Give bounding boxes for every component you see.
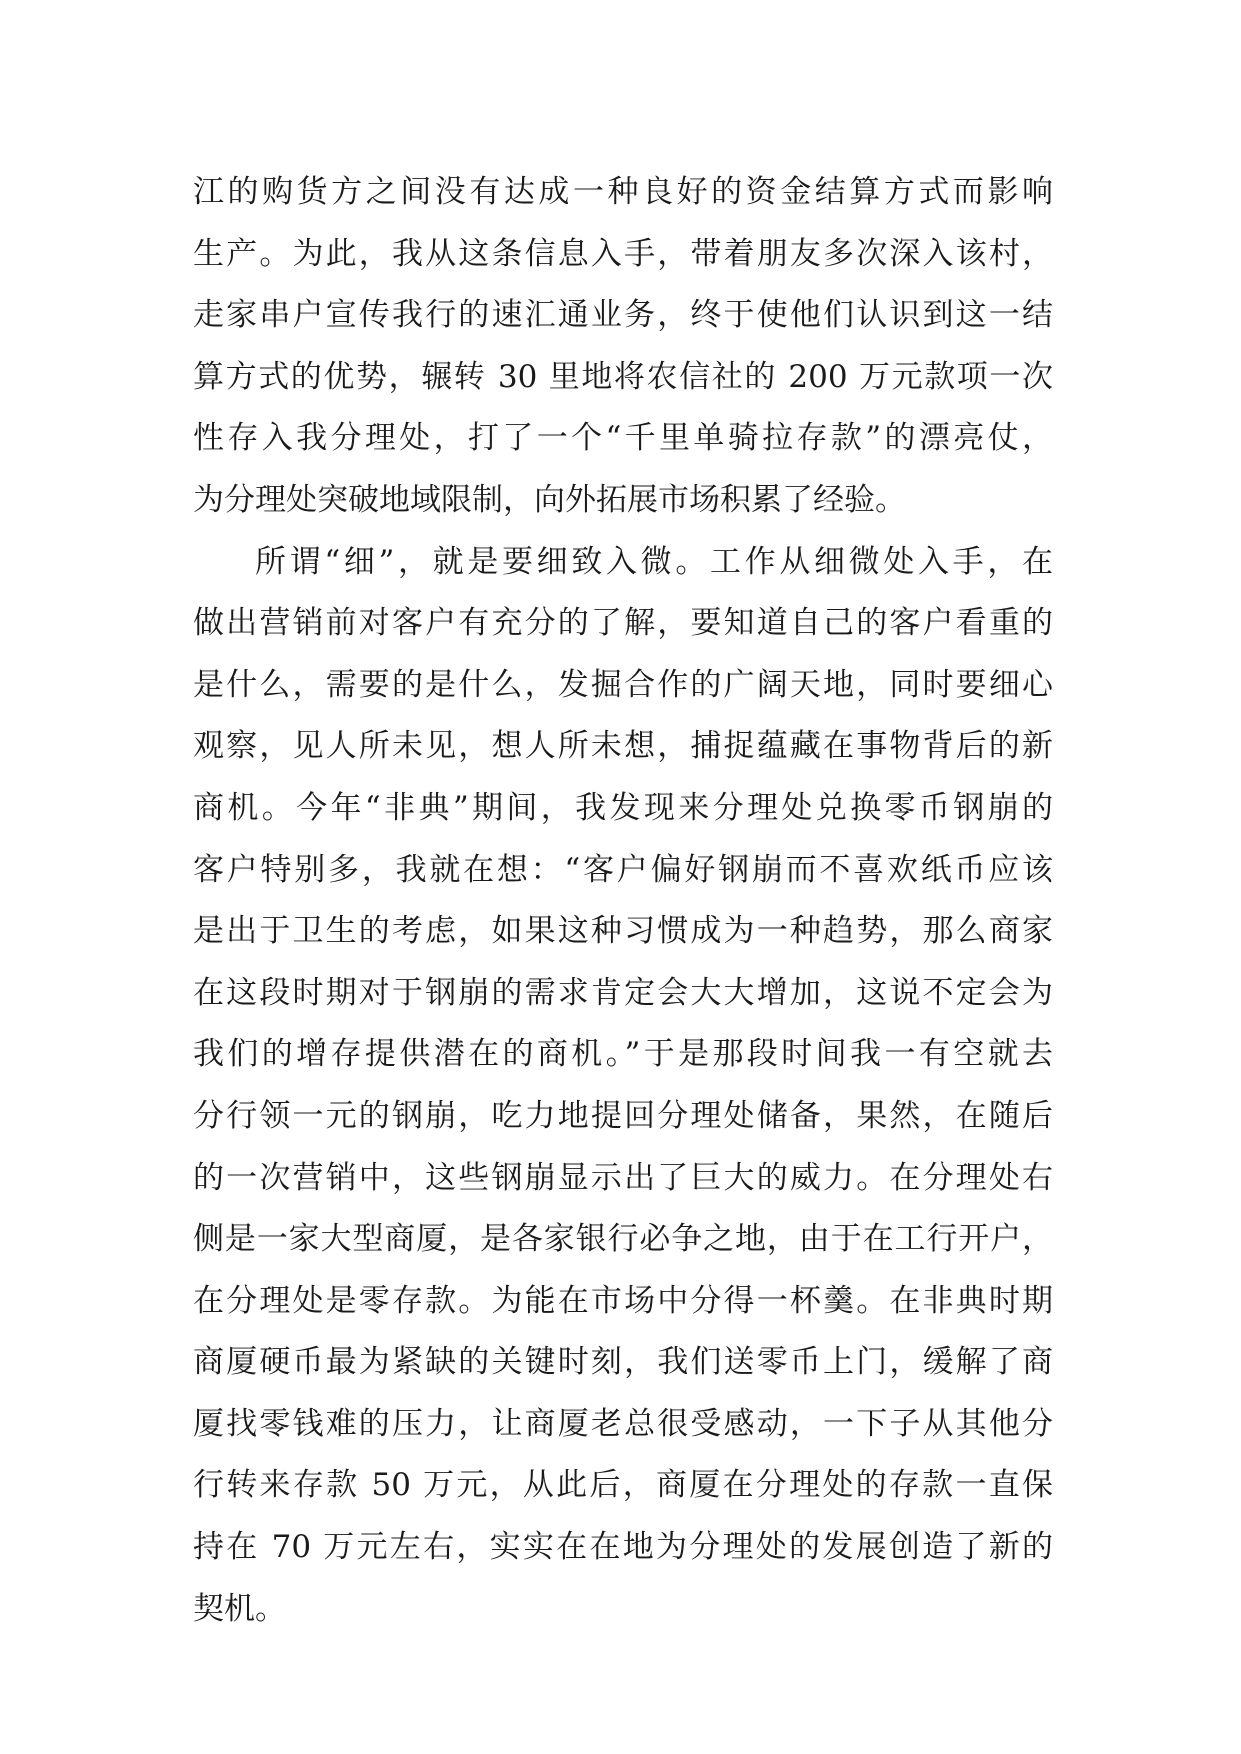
text-line: 行转来存款 50 万元，从此后，商厦在分理处的存款一直保 [193, 1467, 1053, 1504]
text-line: 分行领一元的钢崩，吃力地提回分理处储备，果然，在随后 [193, 1097, 1053, 1134]
paragraph-1 [193, 162, 1053, 532]
text-line: 的一次营销中，这些钢崩显示出了巨大的威力。在分理处右 [193, 1159, 1053, 1196]
text-line: 生产。为此，我从这条信息入手，带着朋友多次深入该村， [193, 235, 1053, 272]
document-body [193, 162, 1053, 1640]
text-line: 算方式的优势，辗转 30 里地将农信社的 200 万元款项一次 [193, 358, 1053, 395]
text-line: 商厦硬币最为紧缺的关键时刻，我们送零币上门，缓解了商 [193, 1344, 1053, 1381]
text-line: 做出营销前对客户有充分的了解，要知道自己的客户看重的 [193, 605, 1053, 642]
text-line: 是什么，需要的是什么，发掘合作的广阔天地，同时要细心 [193, 666, 1053, 703]
text-line: 持在 70 万元左右，实实在在地为分理处的发展创造了新的 [193, 1529, 1053, 1566]
text-line: 契机。 [193, 1590, 286, 1627]
text-line: 是出于卫生的考虑，如果这种习惯成为一种趋势，那么商家 [193, 913, 1053, 950]
paragraph-2 [193, 532, 1053, 1641]
text-line: 我们的增存提供潜在的商机。”于是那段时间我一有空就去 [193, 1036, 1053, 1073]
text-line: 在这段时期对于钢崩的需求肯定会大大增加，这说不定会为 [193, 974, 1053, 1011]
text-line: 侧是一家大型商厦，是各家银行必争之地，由于在工行开户， [193, 1221, 1053, 1258]
text-line: 在分理处是零存款。为能在市场中分得一杯羹。在非典时期 [193, 1282, 1053, 1319]
text-line: 江的购货方之间没有达成一种良好的资金结算方式而影响 [193, 174, 1053, 210]
text-line: 走家串户宣传我行的速汇通业务，终于使他们认识到这一结 [193, 297, 1053, 334]
text-line: 观察，见人所未见，想人所未想，捕捉蕴藏在事物背后的新 [193, 728, 1053, 765]
text-line: 厦找零钱难的压力，让商厦老总很受感动，一下子从其他分 [193, 1405, 1053, 1442]
text-line: 商机。今年“非典”期间，我发现来分理处兑换零币钢崩的 [193, 789, 1053, 826]
text-line: 性存入我分理处，打了一个“千里单骑拉存款”的漂亮仗， [193, 420, 1053, 457]
text-line: 客户特别多，我就在想：“客户偏好钢崩而不喜欢纸币应该 [193, 851, 1053, 888]
text-line: 所谓“细”，就是要细致入微。工作从细微处入手，在 [255, 543, 1053, 580]
text-line: 为分理处突破地域限制，向外拓展市场积累了经验。 [193, 481, 906, 518]
